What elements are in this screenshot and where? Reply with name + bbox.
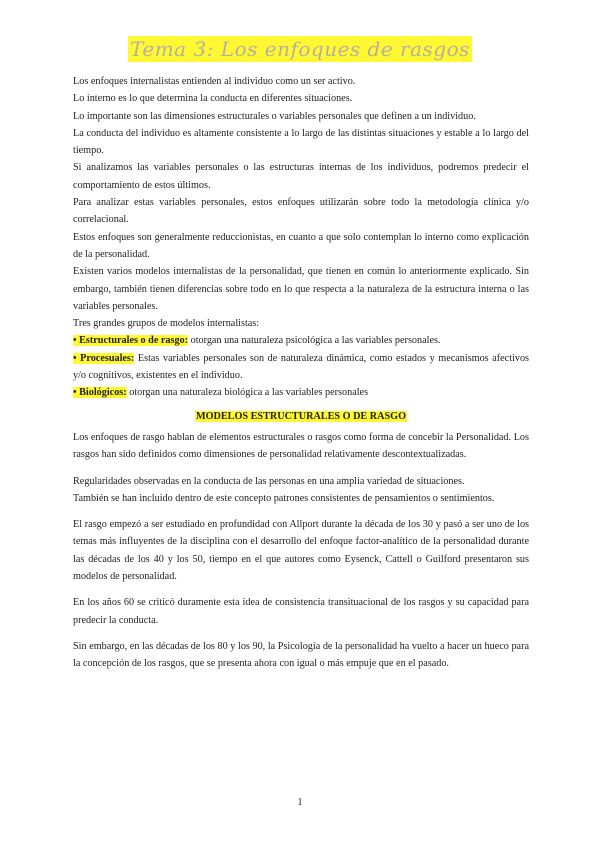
group-text: otorgan una naturaleza biológica a las variables personales: [126, 387, 369, 399]
section-paragraph: Regularidades observadas en la conducta de las personas en una amplia variedad de situaciones.: [73, 475, 465, 487]
group-label: • Estructurales o de rasgo:: [73, 335, 189, 347]
intro-paragraph: Si analizamos las variables personales o las estructuras internas de los individuos, podremos predecir el comportamiento de estos últimos.: [73, 162, 529, 191]
group-item-procesuales: [73, 350, 529, 385]
section-heading: MODELOS ESTRUCTURALES O DE RASGO: [195, 410, 407, 422]
group-label: • Procesuales:: [73, 352, 135, 364]
intro-paragraph: Lo interno es lo que determina la conducta en diferentes situaciones.: [73, 93, 353, 105]
intro-paragraph: Existen varios modelos internalistas de la personalidad, que tienen en común lo anteriormente explicado. Sin embargo, también tienen diferencias sobre todo en lo que respecta a la naturaleza de la estructura interna o las variables personales.: [73, 266, 529, 312]
title-wrapper: [0, 36, 600, 62]
spacer: [73, 464, 529, 473]
document-body: [73, 73, 529, 673]
section-paragraph: Los enfoques de rasgo hablan de elementos estructurales o rasgos como forma de concebir la Personalidad. Los rasgos han sido definidos como dimensiones de personalidad relativamente descontextualizadas.: [73, 431, 529, 461]
section-paragraph: También se han incluido dentro de este concepto patrones consistentes de pensamientos o sentimientos.: [73, 492, 495, 504]
spacer: [73, 507, 529, 516]
intro-paragraph: La conducta del individuo es altamente consistente a lo largo de las distintas situaciones y estable a lo largo del tiempo.: [73, 127, 529, 157]
section-paragraph: En los años 60 se criticó duramente esta idea de consistencia transituacional de los rasgos y su capacidad para predecir la conducta.: [73, 597, 529, 626]
intro-paragraph: Estos enfoques son generalmente reduccionistas, en cuanto a que solo contemplan lo interno como explicación de la personalidad.: [73, 231, 529, 260]
intro-paragraph: Lo importante son las dimensiones estructurales o variables personales que definen a un individuo.: [73, 110, 476, 122]
intro-paragraph: Tres grandes grupos de modelos internalistas:: [73, 318, 260, 330]
spacer: [73, 585, 529, 594]
group-item-estructurales: [73, 332, 529, 349]
intro-paragraph: Para analizar estas variables personales, estos enfoques utilizarán sobre todo la metodología clínica y/o correlacional.: [73, 197, 529, 226]
page-number: 1: [297, 797, 303, 808]
section-paragraph: Sin embargo, en las décadas de los 80 y los 90, la Psicología de la personalidad ha vuelto a hacer un hueco para la concepción de los rasgos, que se presenta ahora con igual o más empuje que en el pasado.: [73, 640, 529, 670]
group-item-biologicos: [73, 384, 529, 401]
group-text: otorgan una naturaleza psicológica a las variables personales.: [188, 335, 441, 347]
page-title: Tema 3: Los enfoques de rasgos: [130, 37, 470, 61]
spacer: [73, 629, 529, 638]
group-text: Estas variables personales son de naturaleza dinámica, como estados y mecanismos afectivos y/o cognitivos, existentes en el individuo.: [73, 352, 530, 382]
section-paragraph: El rasgo empezó a ser estudiado en profundidad con Allport durante la década de los 30 y pasó a ser uno de los temas más influyentes de la disciplina con el desarrollo del enfoque factor-analítico de la personalidad durante las décadas de los 40 y los 50, tiempo en el que autores como Eysenck, Cattell o Guilford presentaron sus modelos de personalidad.: [73, 519, 529, 583]
group-label: • Biológicos:: [73, 387, 127, 399]
intro-paragraph: Los enfoques internalistas entienden al individuo como un ser activo.: [73, 76, 356, 87]
